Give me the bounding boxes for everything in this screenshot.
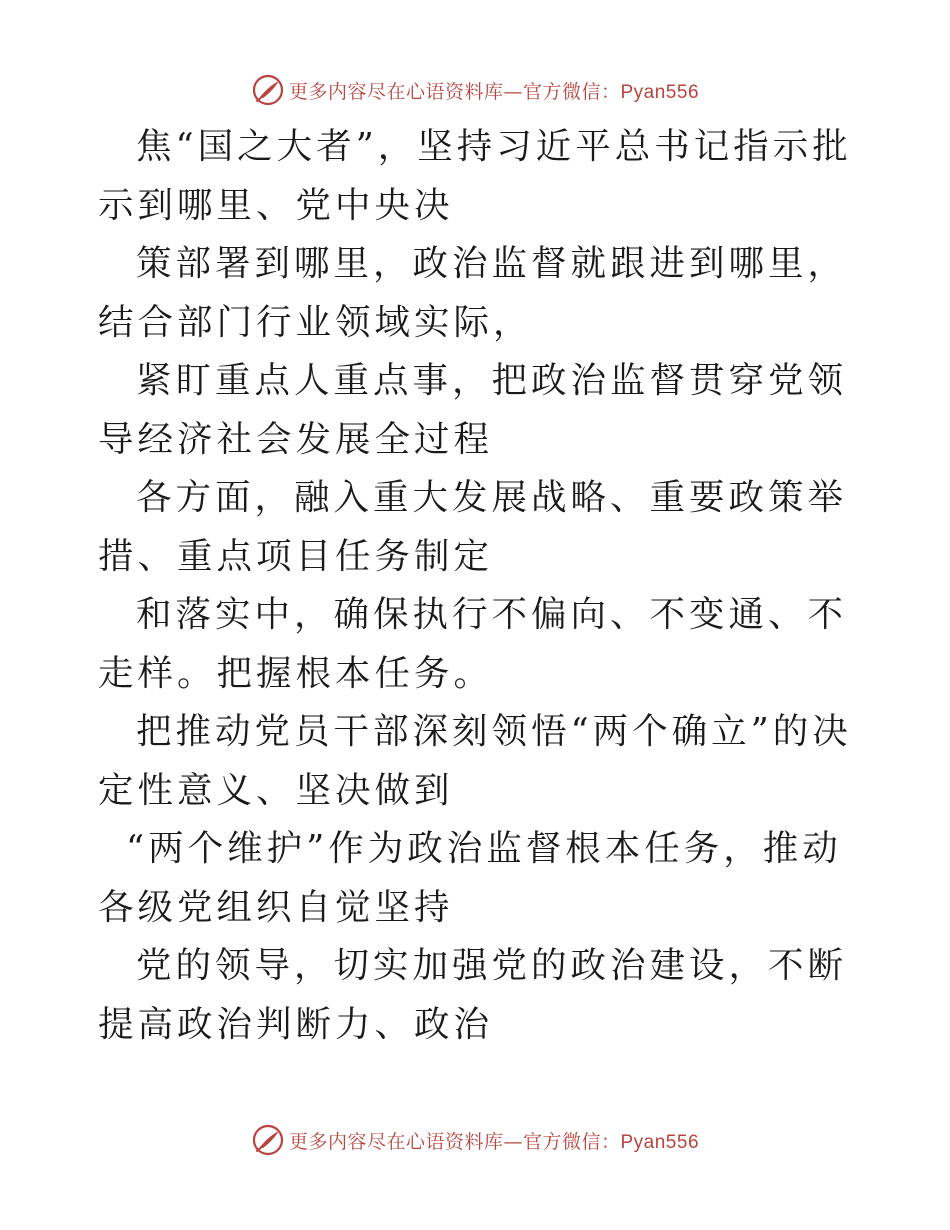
paragraph-7: “两个维护”作为政治监督根本任务，推动各级党组织自觉坚持 (98, 828, 842, 928)
paragraph-1: 焦“国之大者”，坚持习近平总书记指示批示到哪里、党中央决 (98, 126, 852, 226)
paragraph-2: 策部署到哪里，政治监督就跟进到哪里，结合部门行业领域实际， (98, 243, 848, 343)
paragraph-8: 党的领导，切实加强党的政治建设，不断提高政治判断力、政治 (98, 945, 848, 1045)
paragraph-3: 紧盯重点人重点事，把政治监督贯穿党领导经济社会发展全过程 (98, 360, 848, 460)
watermark-text: 更多内容尽在心语资料库—官方微信：Pyan556 (288, 1130, 700, 1153)
header-watermark (0, 70, 950, 110)
paragraph-6: 把推动党员干部深刻领悟“两个确立”的决定性意义、坚决做到 (98, 711, 852, 811)
feather-quill-logo-icon (251, 73, 285, 107)
watermark-wechat-id: Pyan556 (620, 81, 700, 103)
paragraph-4: 各方面，融入重大发展战略、重要政策举措、重点项目任务制定 (98, 477, 848, 577)
feather-quill-logo-icon (251, 1123, 285, 1157)
watermark-wechat-id: Pyan556 (620, 1131, 700, 1153)
document-body (98, 118, 858, 1054)
paragraph-5: 和落实中，确保执行不偏向、不变通、不走样。把握根本任务。 (98, 594, 848, 694)
watermark-text: 更多内容尽在心语资料库—官方微信：Pyan556 (288, 80, 700, 103)
footer-watermark (0, 1120, 950, 1160)
